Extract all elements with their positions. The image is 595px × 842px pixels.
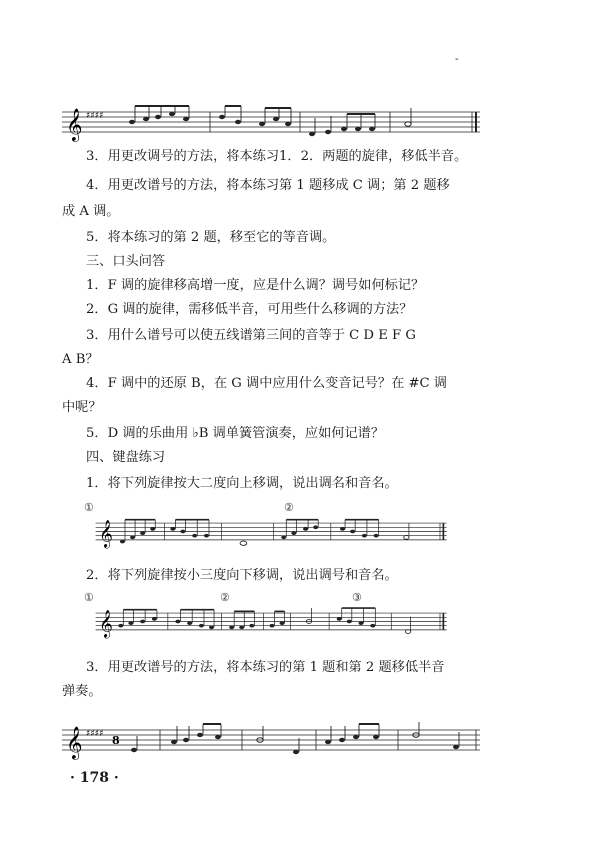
music-staff-3: [62, 591, 482, 645]
example-mark-1: ①: [84, 591, 94, 604]
staff-2-notation: [62, 513, 482, 555]
exercise-5-text: 5．将本练习的第 2 题，移至它的等音调。: [86, 230, 336, 245]
keyboard-exercise-1: 1．将下列旋律按大二度向上移调，说出调名和音名。: [86, 476, 398, 491]
section-heading-oral: 三、口头问答: [86, 254, 166, 269]
question-3-cont: A B？: [62, 352, 99, 367]
svg-text:8: 8: [112, 734, 120, 747]
exercise-4-text-cont: 成 A 调。: [62, 204, 120, 219]
exercise-4-text: 4．用更改谱号的方法，将本练习第 1 题移成 C 调；第 2 题移: [86, 178, 450, 193]
question-1: 1．F 调的旋律移高增一度，应是什么调？调号如何标记？: [86, 278, 425, 293]
exercise-3-text: 3．用更改调号的方法，将本练习1．2．两题的旋律，移低半音。: [86, 149, 468, 164]
margin-mark: -: [455, 52, 459, 65]
example-mark-1: ①: [84, 501, 94, 514]
svg-text:♯♯♯♯: ♯♯♯♯: [86, 111, 104, 121]
question-4-cont: 中呢？: [62, 400, 102, 415]
staff-3-notation: [62, 603, 482, 645]
keyboard-exercise-3-cont: 弹奏。: [62, 684, 102, 699]
svg-text:♯♯♯♯: ♯♯♯♯: [86, 729, 104, 739]
question-2: 2．G 调的旋律，需移低半音，可用些什么移调的方法？: [86, 302, 413, 317]
example-mark-2: ②: [220, 591, 230, 604]
keyboard-exercise-2: 2．将下列旋律按小三度向下移调，说出调号和音名。: [86, 568, 398, 583]
question-4: 4．F 调中的还原 B，在 G 调中应用什么变音记号？在 #C 调: [86, 376, 447, 391]
question-5: 5．D 调的乐曲用 ♭B 调单簧管演奏，应如何记谱？: [86, 426, 385, 441]
page-number: · 178 ·: [70, 770, 119, 786]
svg-text:𝄞: 𝄞: [98, 519, 113, 548]
example-mark-2: ②: [284, 501, 294, 514]
question-3: 3．用什么谱号可以使五线谱第三间的音等于 C D E F G: [86, 328, 416, 343]
svg-text:𝄞: 𝄞: [66, 108, 83, 141]
staff-1-notation: [62, 100, 482, 142]
svg-text:𝄞: 𝄞: [66, 726, 83, 759]
example-mark-3: ③: [352, 591, 362, 604]
music-staff-4: [62, 718, 482, 760]
svg-text:𝄞: 𝄞: [98, 609, 113, 638]
section-heading-keyboard: 四、键盘练习: [86, 450, 166, 465]
music-staff-2: [62, 501, 482, 555]
staff-4-notation: [62, 718, 482, 760]
music-staff-1: [62, 100, 482, 142]
keyboard-exercise-3: 3．用更改谱号的方法，将本练习的第 1 题和第 2 题移低半音: [86, 660, 445, 675]
